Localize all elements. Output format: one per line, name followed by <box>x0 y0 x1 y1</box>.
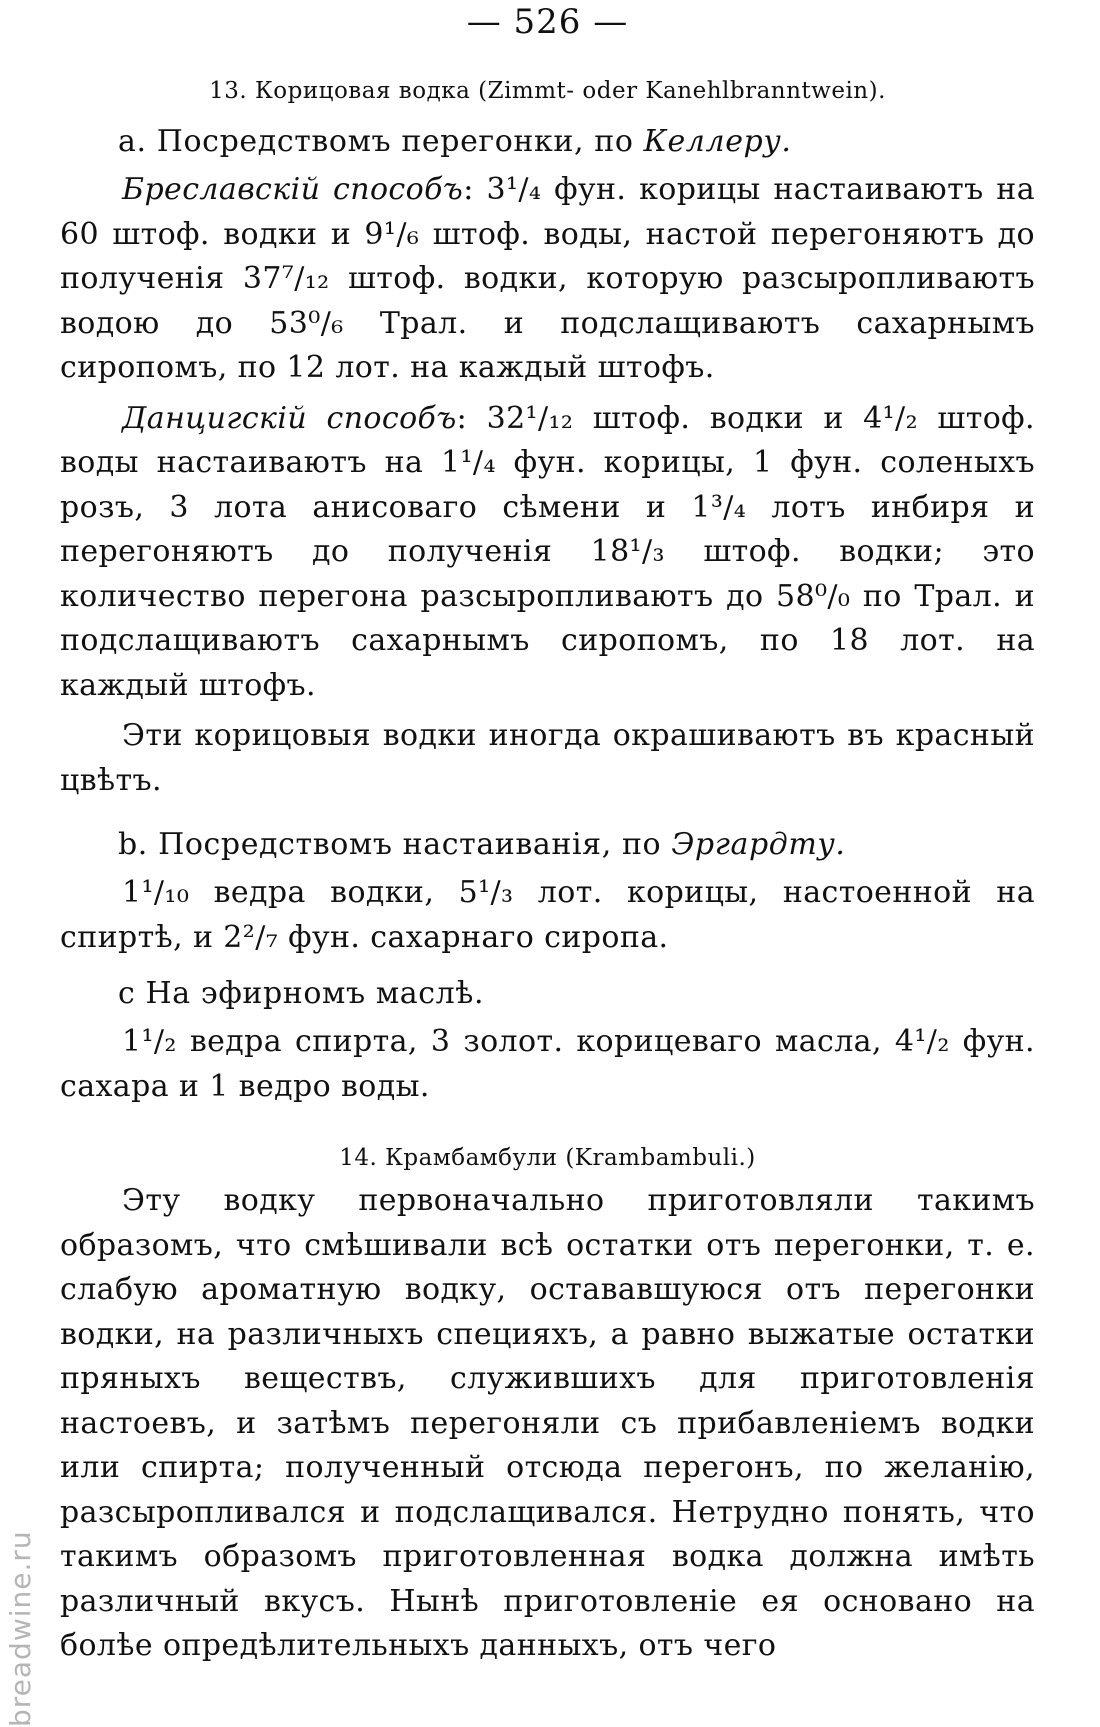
book-page <box>60 0 1035 1669</box>
paragraph-krambambuli: Эту водку первоначально приготовляли такимъ образомъ, что смѣшивали всѣ остатки отъ перегонки, т. е. слабую ароматную водку, остававшуюся отъ перегонки водки, на различныхъ специяхъ, а равно выжатые остатки пряныхъ веществъ, служившихъ для приготовленія настоевъ, и затѣмъ перегоняли съ прибавленіемъ водки или спирта; полученный отсюда перегонъ, по желанію, разсыропливался и подслащивался. Нетрудно понять, что такимъ образомъ приготовленная водка должна имѣть различный вкусъ. Нынѣ приготовленіе ея основано на болѣе опредѣлительныхъ данныхъ, отъ чего <box>60 1183 1035 1663</box>
paragraph-danzig-method <box>60 397 1035 709</box>
section-13-heading: 13. Корицовая водка (Zimmt- oder Kanehlbranntwein). <box>209 78 886 104</box>
subsection-a-label: а. Посредствомъ перегонки, по <box>118 124 644 159</box>
subsection-a-author: Келлеру. <box>643 124 792 159</box>
subsection-c-heading: с На эфирномъ маслѣ. <box>118 976 485 1011</box>
subsection-b-label: b. Посредствомъ настаиванія, по <box>118 827 672 862</box>
page-number: — 526 — <box>466 2 629 42</box>
paragraph-breslau-method <box>60 168 1035 391</box>
site-watermark: breadwine.ru <box>4 1530 37 1727</box>
breslau-method-lead: Бреславскій способъ <box>122 172 464 207</box>
paragraph-coloring-note: Эти корицовыя водки иногда окрашиваютъ въ красный цвѣтъ. <box>60 718 1035 798</box>
danzig-method-text: : 32¹/₁₂ штоф. водки и 4¹/₂ штоф. воды настаиваютъ на 1¹/₄ фун. корицы, 1 фун. соленыхъ розъ, 3 лота анисоваго сѣмени и 1³/₄ лотъ инбиря и перегоняютъ до полученія 18¹/₃ штоф. водки; это количество перегона разсыропливаютъ до 58⁰/₀ по Трал. и подслащиваютъ сахарнымъ сиропомъ, по 18 лот. на каждый штофъ. <box>60 400 1035 703</box>
section-14-heading: 14. Крамбамбули (Krambambuli.) <box>339 1145 756 1171</box>
subsection-b-heading <box>118 825 1035 865</box>
subsection-a-heading <box>118 122 1035 162</box>
breslau-method-text: : 3¹/₄ фун. корицы настаиваютъ на 60 штоф. водки и 9¹/₆ штоф. воды, настой перегоняютъ до полученія 37⁷/₁₂ штоф. водки, которую разсыропливаютъ водою до 53⁰/₆ Трал. и подслащиваютъ сахарнымъ сиропомъ, по 12 лот. на каждый штофъ. <box>60 172 1035 385</box>
danzig-method-lead: Данцигскій способъ <box>122 400 457 436</box>
paragraph-ether-oil-recipe: 1¹/₂ ведра спирта, 3 золот. корицеваго масла, 4¹/₂ фун. сахара и 1 ведро воды. <box>60 1024 1035 1104</box>
subsection-b-author: Эргардту. <box>671 827 846 862</box>
paragraph-infusion-recipe: 1¹/₁₀ ведра водки, 5¹/₃ лот. корицы, настоенной на спиртѣ, и 2²/₇ фун. сахарнаго сиропа. <box>60 875 1035 955</box>
